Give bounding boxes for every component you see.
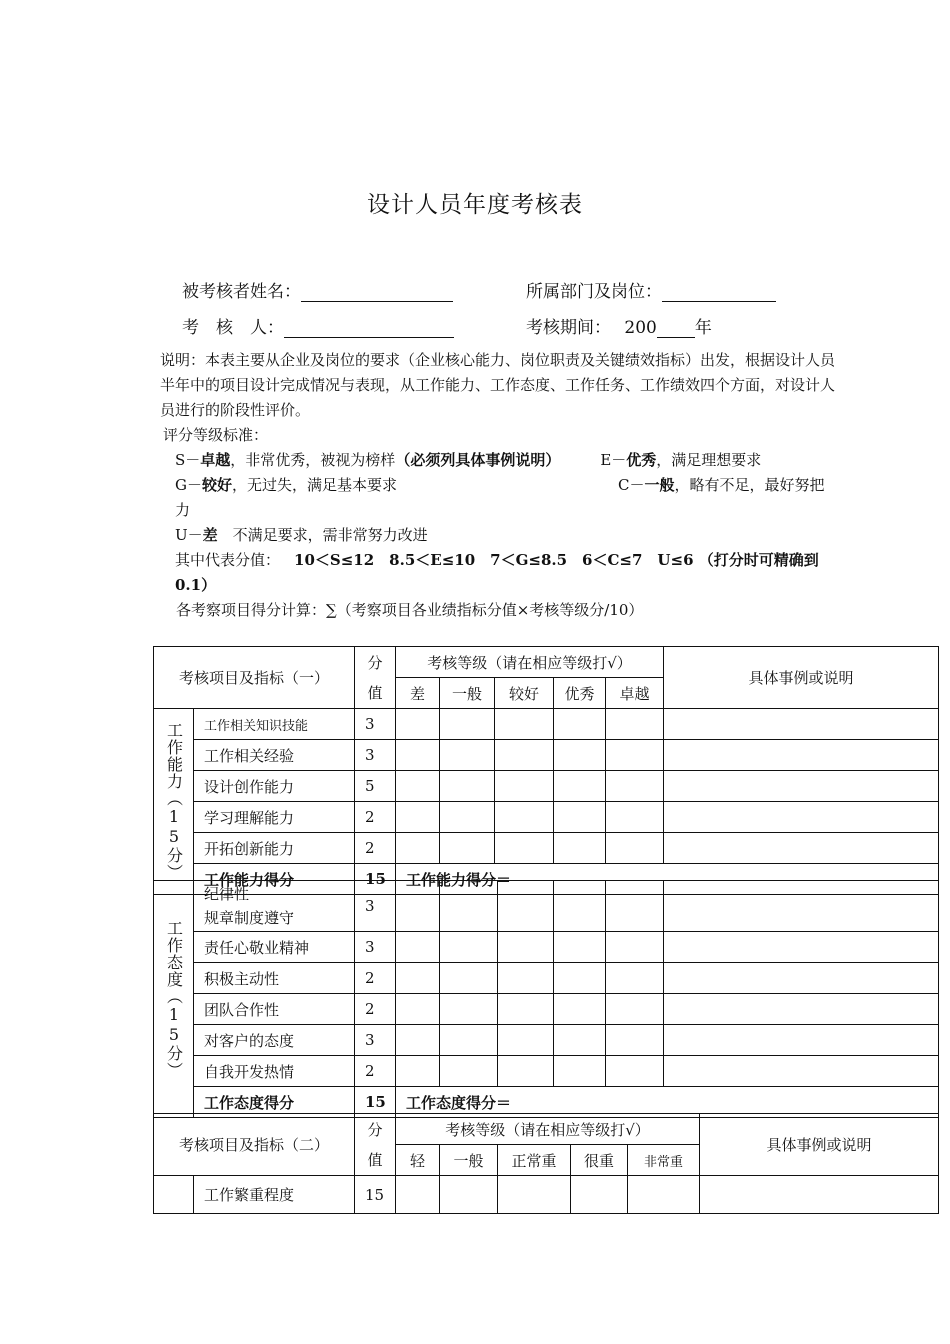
assessor-label: 考 核 人：	[182, 318, 284, 338]
row-responsibility: 责任心敬业精神	[194, 932, 355, 963]
t2-grade-extremely-heavy: 非常重	[628, 1145, 700, 1176]
score-formula: 各考察项目得分计算：∑（考察项目各业绩指标分值×考核等级分/10）	[176, 601, 644, 619]
assessor-field	[182, 313, 454, 338]
intro-paragraph: 说明：本表主要从企业及岗位的要求（企业核心能力、岗位职责及关键绩效指标）出发，根据设计人员半年中的项目设计完成情况与表现，从工作能力、工作态度、工作任务、工作绩效四个方面，对设计人员进行的阶段性评价。	[160, 351, 836, 419]
t1-header-score-1: 分	[355, 647, 396, 678]
row-score: 2	[355, 1056, 396, 1087]
t1-header-grade: 考核等级（请在相应等级打√）	[396, 647, 664, 678]
row-score: 2	[355, 802, 396, 833]
t2-grade-light: 轻	[396, 1145, 440, 1176]
period-year-suffix: 年	[694, 318, 712, 338]
section-work-task	[154, 1176, 194, 1214]
grade-s-e: S－卓越，非常优秀，被视为榜样（必须列具体事例说明） E－优秀，满足理想要求	[175, 451, 762, 469]
t2-header-score-2: 值	[355, 1145, 396, 1176]
period-year-prefix: 200	[624, 318, 657, 338]
ability-total-score: 15	[355, 864, 396, 895]
attitude-total-label: 工作态度得分	[194, 1087, 355, 1118]
row-initiative: 积极主动性	[194, 963, 355, 994]
row-knowledge-skill: 工作相关知识技能	[194, 709, 355, 740]
name-blank[interactable]	[301, 283, 453, 302]
period-year-blank[interactable]	[657, 319, 695, 338]
t2-grade-normal-heavy: 正常重	[498, 1145, 571, 1176]
row-score: 3	[355, 709, 396, 740]
name-field	[182, 277, 453, 302]
instructions	[160, 348, 836, 623]
grade-g-c: G－较好，无过失，满足基本要求 C－一般，略有不足，最好努把力	[175, 476, 825, 519]
attitude-total-score: 15	[355, 1087, 396, 1118]
grade-heading: 评分等级标准：	[163, 426, 269, 444]
table-one-attitude	[153, 880, 939, 1118]
ability-total-result[interactable]: 工作能力得分＝	[396, 864, 939, 895]
t1-header-item: 考核项目及指标（一）	[154, 647, 355, 709]
row-score: 3	[355, 881, 396, 932]
t2-grade-average: 一般	[440, 1145, 498, 1176]
row-experience: 工作相关经验	[194, 740, 355, 771]
t2-header-grade: 考核等级（请在相应等级打√）	[396, 1114, 700, 1145]
ability-total-label: 工作能力得分	[194, 864, 355, 895]
row-score: 2	[355, 833, 396, 864]
row-score: 2	[355, 963, 396, 994]
t1-header-score-2: 值	[355, 678, 396, 709]
section-work-attitude: 工作态度（15分）	[154, 881, 194, 1118]
grade-values: 其中代表分值： 10＜S≤12 8.5＜E≤10 7＜G≤8.5 6＜C≤7 U≤6 （打分时可精确到 0.1）	[175, 551, 819, 594]
row-teamwork: 团队合作性	[194, 994, 355, 1025]
t1-grade-average: 一般	[440, 678, 495, 709]
grade-u: U－差 不满足要求，需非常努力改进	[175, 526, 428, 544]
attitude-total-result[interactable]: 工作态度得分＝	[396, 1087, 939, 1118]
t2-grade-very-heavy: 很重	[571, 1145, 628, 1176]
row-score: 3	[355, 1025, 396, 1056]
period-field	[526, 313, 712, 338]
t2-header-score-1: 分	[355, 1114, 396, 1145]
dept-label: 所属部门及岗位：	[526, 282, 662, 302]
t1-grade-excellent: 优秀	[554, 678, 606, 709]
row-score: 3	[355, 740, 396, 771]
row-score: 2	[355, 994, 396, 1025]
row-discipline: 纪律性 规章制度遵守	[194, 881, 355, 932]
row-score: 15	[355, 1176, 396, 1214]
t2-header-desc: 具体事例或说明	[700, 1114, 939, 1176]
row-self-development: 自我开发热情	[194, 1056, 355, 1087]
row-innovation: 开拓创新能力	[194, 833, 355, 864]
dept-field	[526, 277, 776, 302]
t1-grade-poor: 差	[396, 678, 440, 709]
row-workload: 工作繁重程度	[194, 1176, 355, 1214]
t2-header-item: 考核项目及指标（二）	[154, 1114, 355, 1176]
row-score: 3	[355, 932, 396, 963]
t1-grade-outstanding: 卓越	[606, 678, 664, 709]
dept-blank[interactable]	[662, 283, 776, 302]
table-one	[153, 646, 939, 895]
t1-header-desc: 具体事例或说明	[664, 647, 939, 709]
period-label: 考核期间：	[526, 318, 611, 338]
table-two	[153, 1113, 939, 1214]
name-label: 被考核者姓名：	[182, 282, 301, 302]
row-customer-attitude: 对客户的态度	[194, 1025, 355, 1056]
row-learning: 学习理解能力	[194, 802, 355, 833]
row-score: 5	[355, 771, 396, 802]
assessor-blank[interactable]	[284, 319, 454, 338]
t1-grade-good: 较好	[495, 678, 554, 709]
row-design-creation: 设计创作能力	[194, 771, 355, 802]
section-work-ability: 工作能力（15分）	[154, 709, 194, 895]
page-title: 设计人员年度考核表	[367, 192, 583, 218]
